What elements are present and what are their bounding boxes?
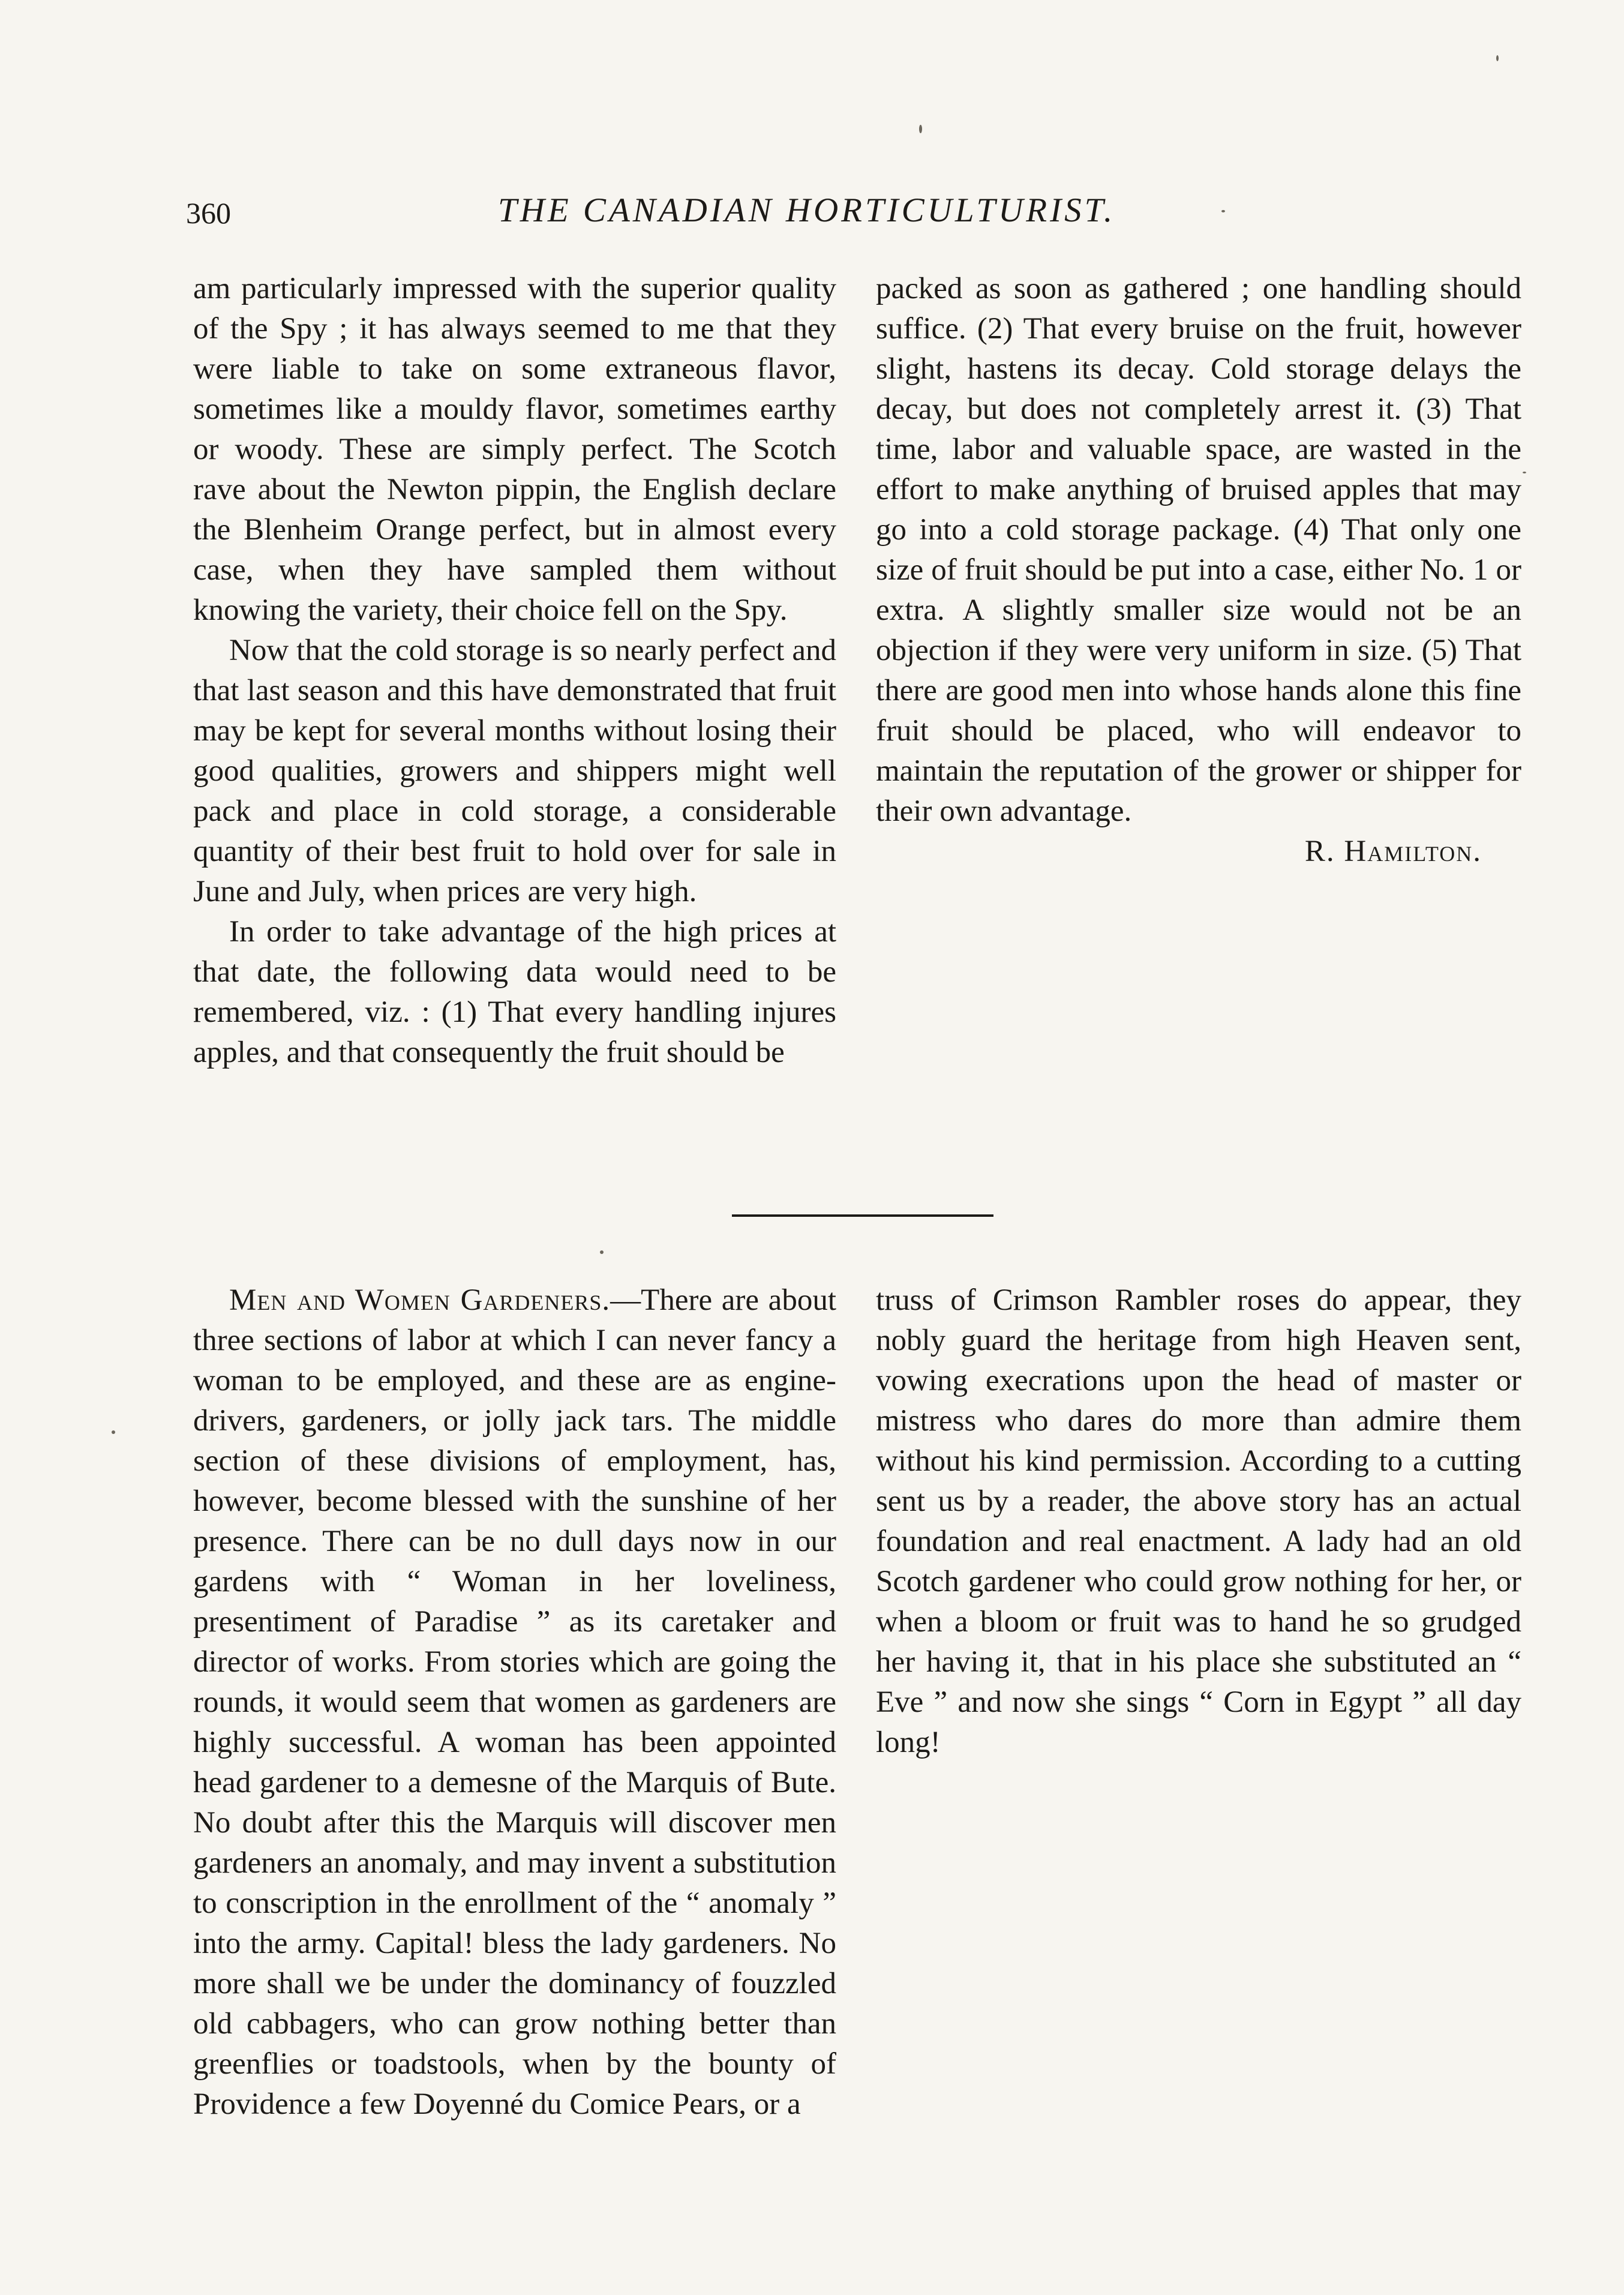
running-title: THE CANADIAN HORTICULTURIST. bbox=[498, 191, 1116, 229]
ink-speck bbox=[600, 1250, 604, 1254]
article-one-signature: R. Hamilton. bbox=[1304, 835, 1482, 868]
article-one-left-column bbox=[193, 269, 836, 1073]
article-one-paragraph-3 bbox=[193, 912, 836, 1073]
ink-speck bbox=[919, 125, 922, 133]
article-one-paragraph-3-text: In order to take advantage of the high prices at that date, the following data would need to be remembered, viz. : (1) That every handling injures apples, and that consequently the fruit should be bbox=[193, 915, 836, 1069]
section-divider bbox=[732, 1214, 993, 1217]
ink-speck bbox=[1221, 210, 1225, 212]
article-one-paragraph-1: am particularly impressed with the superior quality of the Spy ; it has always seemed to me that they were liable to take on some extraneous flavor, sometimes like a mouldy flavor, sometimes earthy or woody. These are simply perfect. The Scotch rave about the Newton pippin, the English declare the Blenheim Orange perfect, but in almost every case, when they have sampled them without knowing the variety, their choice fell on the Spy. bbox=[193, 272, 836, 627]
ink-speck bbox=[112, 1430, 115, 1434]
article-two-left-column bbox=[193, 1280, 836, 2125]
article-one-paragraph-2: Now that the cold storage is so nearly perfect and that last season and this have demonstrated that fruit may be kept for several months without losing their good qualities, growers and shippers might well pack and place in cold storage, a considerable quantity of their best fruit to hold over for sale in June and July, when prices are very high. bbox=[193, 634, 836, 908]
page-number: 360 bbox=[186, 196, 231, 230]
article-one-paragraph-3-text-continued: packed as soon as gathered ; one handling should suffice. (2) That every bruise on the fruit, however slight, hastens its decay. Cold storage delays the decay, but does not completely arrest it. (3) That time, labor and valuable space, are wasted in the effort to make anything of bruised apples that may go into a cold storage package. (4) That only one size of fruit should be put into a case, either No. 1 or extra. A slightly smaller size would not be an objection if they were very uniform in size. (5) That there are good men into whose hands alone this fine fruit should be placed, who will endeavor to maintain the reputation of the grower or shipper for their own advantage. bbox=[876, 272, 1521, 828]
page-header bbox=[186, 191, 1218, 245]
article-two-right-column bbox=[876, 1280, 1521, 1763]
ink-speck bbox=[1523, 472, 1526, 473]
article-two-paragraph bbox=[193, 1280, 836, 2125]
article-two-body-continued: truss of Crimson Rambler roses do appear, they nobly guard the heritage from high Heaven sent, vowing execrations upon the head of master or mistress who dares do more than admire them without his kind permission. According to a cutting sent us by a reader, the above story has an actual foundation and real enactment. A lady had an old Scotch gardener who could grow nothing for her, or when a bloom or fruit was to hand he so grudged her having it, that in his place she substituted an “ Eve ” and now she sings “ Corn in Egypt ” all day long! bbox=[876, 1283, 1521, 1759]
article-two-body: —There are about three sections of labor at which I can never fancy a woman to be employed, and these are as engine-drivers, gardeners, or jolly jack tars. The middle section of these divisions of employment, has, however, become blessed with the sunshine of her presence. There can be no dull days now in our gardens with “ Woman in her loveliness, presentiment of Paradise ” as its caretaker and director of works. From stories which are going the rounds, it would seem that women as gardeners are highly successful. A woman has been appointed head gardener to a demesne of the Marquis of Bute. No doubt after this the Marquis will discover men gardeners an anomaly, and may invent a substitution to conscription in the enrollment of the “ anomaly ” into the army. Capital! bless the lady gardeners. No more shall we be under the dominancy of fouzzled old cabbagers, who can grow nothing better than greenflies or toadstools, when by the bounty of Providence a few Doyenné du Comice Pears, or a bbox=[193, 1283, 836, 2121]
article-two-lead-in: Men and Women Gardeners. bbox=[229, 1283, 611, 1317]
ink-speck bbox=[1496, 55, 1499, 61]
article-one-right-column bbox=[876, 269, 1521, 872]
